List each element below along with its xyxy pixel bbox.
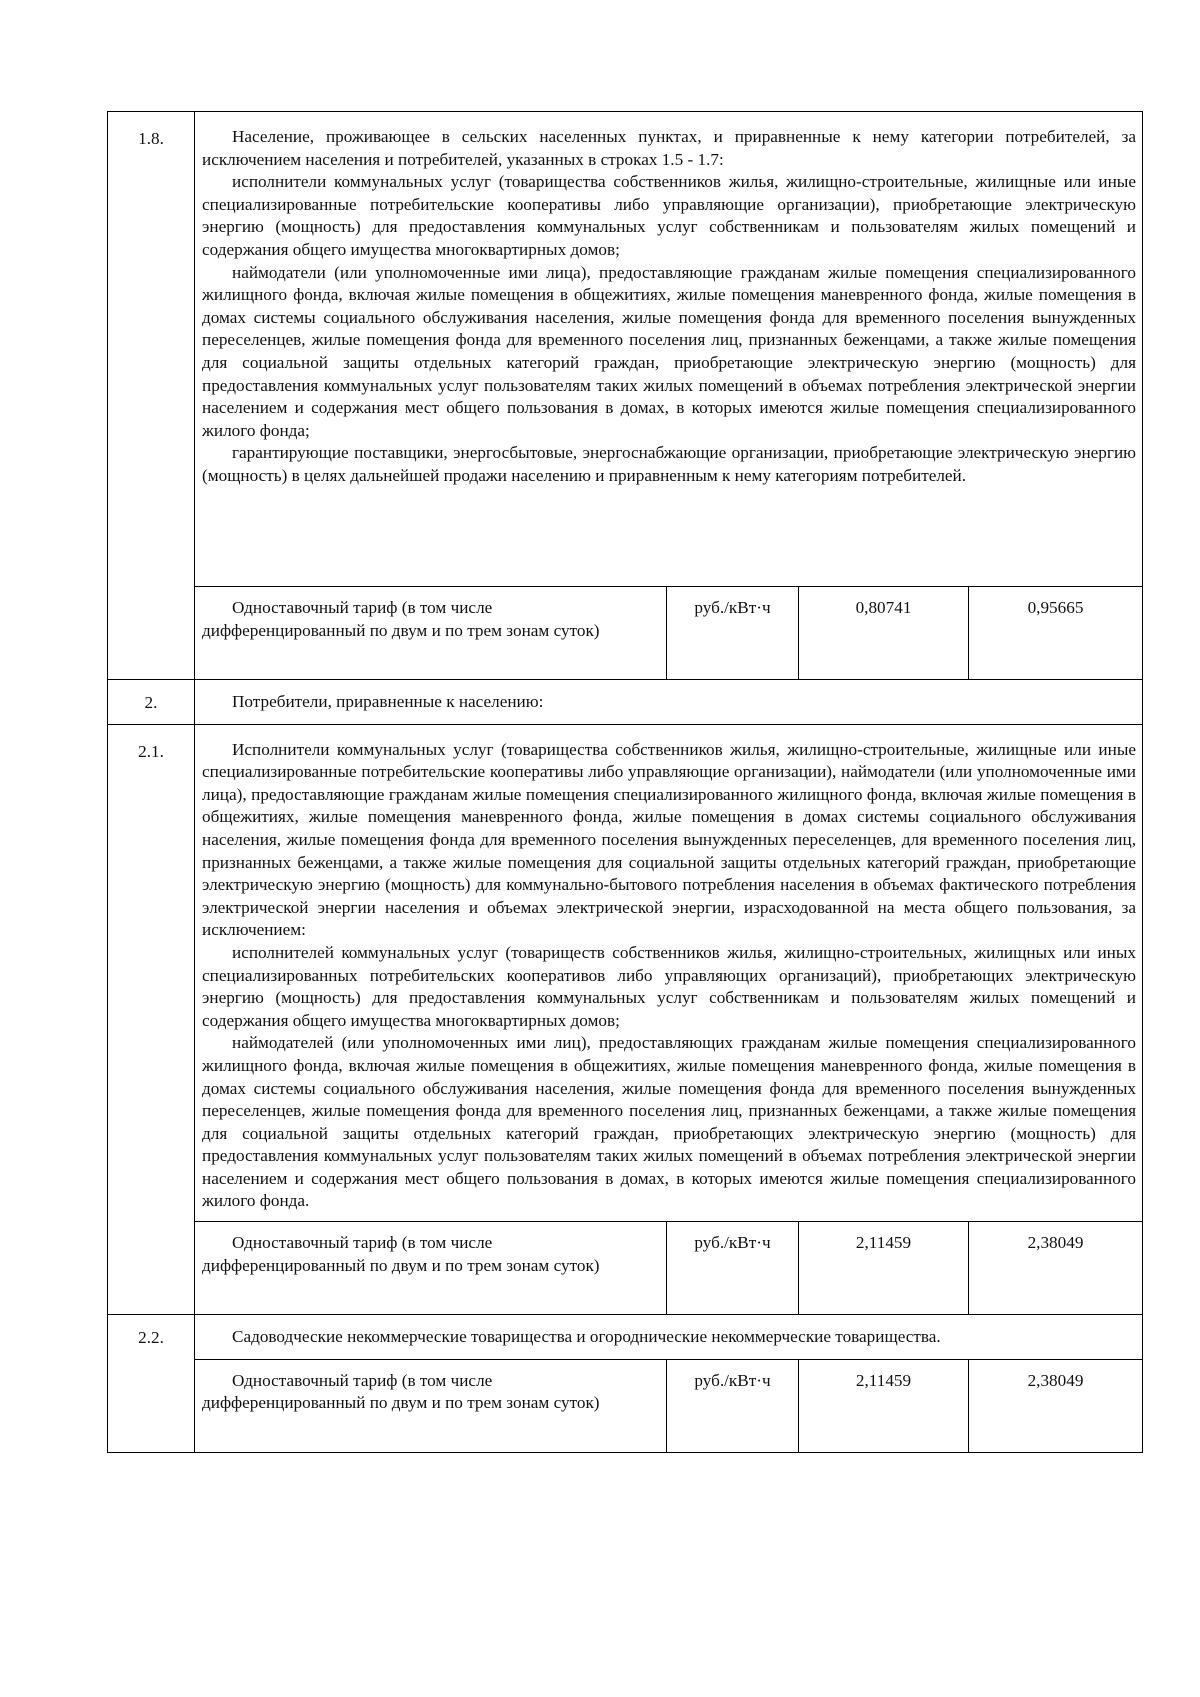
tariff-name-text: Одноставочный тариф (в том числе дифференцированный по двум и по трем зонам суток) xyxy=(202,598,600,640)
table-row xyxy=(108,112,1143,587)
tariff-subtable xyxy=(195,1360,1142,1452)
tariff-value-2: 2,38049 xyxy=(969,1222,1143,1314)
tariff-value-1: 2,11459 xyxy=(799,1360,969,1452)
paragraph: Садоводческие некоммерческие товарищества и огороднические некоммерческие товарищества. xyxy=(232,1327,941,1347)
paragraph: гарантирующие поставщики, энергосбытовые, энергоснабжающие организации, приобретающие электрическую энергию (мощность) в целях дальнейшей продажи населению и приравненным к нему категориям потребителей. xyxy=(202,443,1136,485)
tariff-table xyxy=(107,111,1143,1453)
row-description xyxy=(195,112,1143,587)
paragraph: исполнители коммунальных услуг (товарищества собственников жилья, жилищно-строительные, жилищные или иные специализированные потребительские кооперативы либо управляющие организации), приобретающие электрическую энергию (мощность) для предоставления коммунальных услуг собственникам и пользователям жилых помещений и содержания общего имущества многоквартирных домов; xyxy=(202,172,1136,259)
tariff-cell xyxy=(195,587,1143,680)
row-number: 2. xyxy=(108,680,195,725)
paragraph: наймодатели (или уполномоченные ими лица), предоставляющие гражданам жилые помещения специализированного жилищного фонда, включая жилые помещения в общежитиях, жилые помещения маневренного фонда, жилые помещения в домах системы социального обслуживания населения, жилые помещения фонда для временного поселения вынужденных переселенцев, жилые помещения фонда для временного поселения лиц, признанных беженцами, а также жилые помещения для социальной защиты отдельных категорий граждан, приобретающие электрическую энергию (мощность) для предоставления коммунальных услуг пользователям таких жилых помещений в объемах потребления электрической энергии населением и содержания мест общего пользования в домах, в которых имеются жилые помещения специализированного жилого фонда; xyxy=(202,262,1136,440)
paragraph: Население, проживающее в сельских населенных пунктах, и приравненные к нему категории потребителей, за исключением населения и потребителей, указанных в строках 1.5 - 1.7: xyxy=(202,127,1136,169)
tariff-row xyxy=(108,587,1143,680)
paragraph: наймодателей (или уполномоченных ими лиц), предоставляющих гражданам жилые помещения специализированного жилищного фонда, включая жилые помещения в общежитиях, жилые помещения маневренного фонда, жилые помещения в домах системы социального обслуживания населения, жилые помещения фонда для временного поселения вынужденных переселенцев, жилые помещения фонда для временного поселения лиц, признанных беженцами, а также жилые помещения для социальной защиты отдельных категорий граждан, приобретающих электрическую энергию (мощность) для предоставления коммунальных услуг пользователям таких жилых помещений в объемах потребления электрической энергии населением и содержания мест общего пользования в домах, в которых имеются жилые помещения специализированного жилого фонда. xyxy=(202,1033,1136,1211)
row-description xyxy=(195,724,1143,1221)
tariff-row xyxy=(108,1359,1143,1452)
table-row xyxy=(108,680,1143,725)
tariff-name-text: Одноставочный тариф (в том числе дифференцированный по двум и по трем зонам суток) xyxy=(202,1370,600,1413)
tariff-unit: руб./кВт·ч xyxy=(667,1222,799,1314)
paragraph: Потребители, приравненные к населению: xyxy=(232,692,544,711)
tariff-name xyxy=(195,1360,667,1452)
table-row xyxy=(108,724,1143,1221)
row-number: 1.8. xyxy=(108,112,195,680)
tariff-value-1: 0,80741 xyxy=(799,587,969,679)
tariff-name xyxy=(195,587,667,679)
row-number: 2.1. xyxy=(108,724,195,1314)
tariff-unit: руб./кВт·ч xyxy=(667,1360,799,1452)
table-row xyxy=(108,1315,1143,1360)
tariff-value-1: 2,11459 xyxy=(799,1222,969,1314)
tariff-cell xyxy=(195,1222,1143,1315)
tariff-name xyxy=(195,1222,667,1314)
tariff-value-2: 2,38049 xyxy=(969,1360,1143,1452)
tariff-value-2: 0,95665 xyxy=(969,587,1143,679)
tariff-subtable xyxy=(195,587,1142,679)
tariff-name-text: Одноставочный тариф (в том числе дифференцированный по двум и по трем зонам суток) xyxy=(202,1233,600,1275)
row-description xyxy=(195,680,1143,725)
tariff-subtable xyxy=(195,1222,1142,1314)
row-number: 2.2. xyxy=(108,1315,195,1453)
paragraph: исполнителей коммунальных услуг (товариществ собственников жилья, жилищно-строительных, жилищных или иных специализированных потребительских кооперативов либо управляющих организаций), приобретающих электрическую энергию (мощность) для предоставления коммунальных услуг собственникам и пользователям жилых помещений и содержания общего имущества многоквартирных домов; xyxy=(202,942,1136,1030)
row-description xyxy=(195,1315,1143,1360)
tariff-cell xyxy=(195,1359,1143,1452)
tariff-unit: руб./кВт·ч xyxy=(667,587,799,679)
tariff-row xyxy=(108,1222,1143,1315)
paragraph: Исполнители коммунальных услуг (товарищества собственников жилья, жилищно-строительные, жилищные или иные специализированные потребительские кооперативы либо управляющие организации), наймодатели (или уполномоченные ими лица), предоставляющие гражданам жилые помещения специализированного жилищного фонда, включая жилые помещения в общежитиях, жилые помещения маневренного фонда, жилые помещения в домах системы социального обслуживания населения, жилые помещения фонда для временного поселения вынужденных переселенцев, для временного поселения лиц, признанных беженцами, а также жилые помещения для социальной защиты отдельных категорий граждан, приобретающие электрическую энергию (мощность) для коммунально-бытового потребления населения в объемах фактического потребления электрической энергии населения и объемах электрической энергии, израсходованной на места общего пользования, за исключением: xyxy=(202,739,1136,940)
